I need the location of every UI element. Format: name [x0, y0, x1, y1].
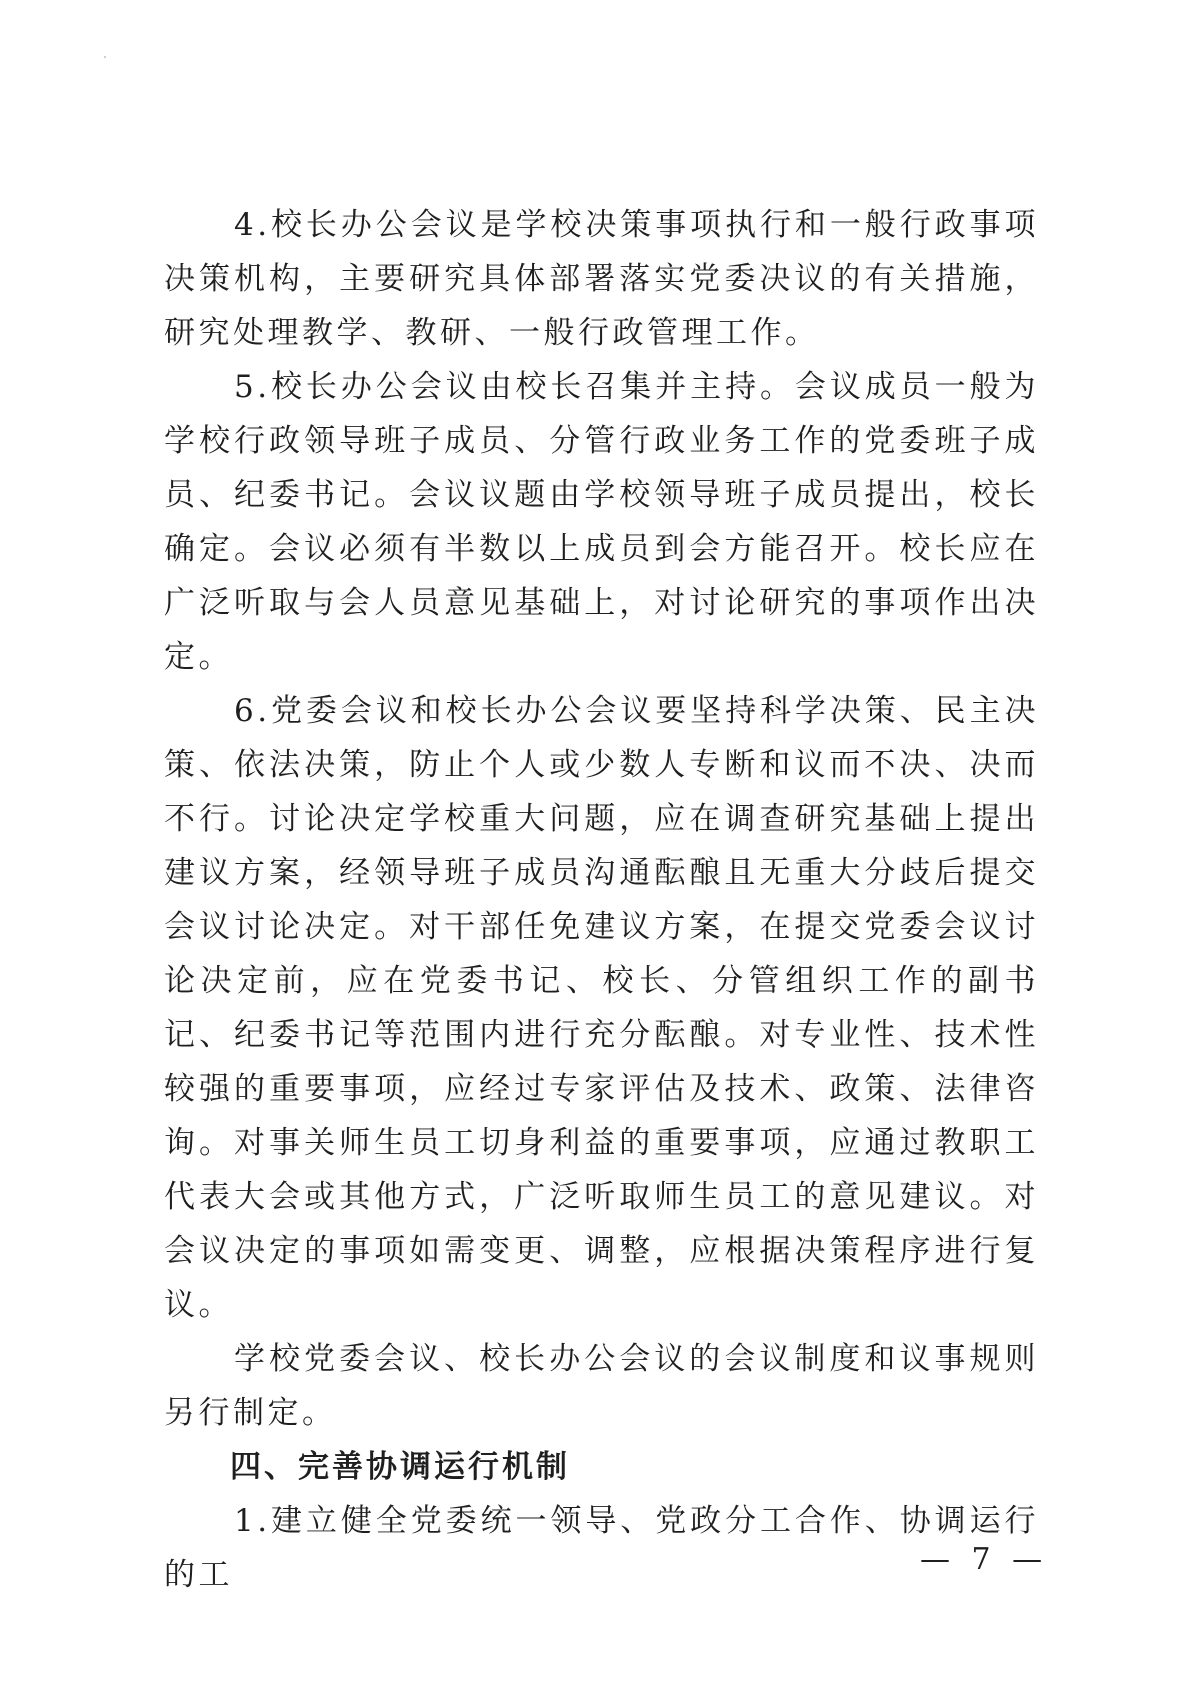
- paragraph-rules-note: 学校党委会议、校长办公会议的会议制度和议事规则另行制定。: [164, 1341, 1039, 1431]
- scan-speck: [104, 56, 106, 58]
- paragraph-item-5: 5.校长办公会议由校长召集并主持。会议成员一般为学校行政领导班子成员、分管行政业务工作的党委班子成员、纪委书记。会议议题由学校领导班子成员提出，校长确定。会议必须有半数以上成员到会方能召开。校长应在广泛听取与会人员意见基础上，对讨论研究的事项作出决定。: [164, 369, 1039, 675]
- paragraph-item-1: 1.建立健全党委统一领导、党政分工合作、协调运行的工: [164, 1503, 1039, 1593]
- page-number: — 7 —: [920, 1542, 1049, 1577]
- section-heading: 四、完善协调运行机制: [230, 1449, 570, 1485]
- paragraph-item-6: 6.党委会议和校长办公会议要坚持科学决策、民主决策、依法决策，防止个人或少数人专断和议而不决、决而不行。讨论决定学校重大问题，应在调查研究基础上提出建议方案，经领导班子成员沟通酝酿且无重大分歧后提交会议讨论决定。对干部任免建议方案，在提交党委会议讨论决定前，应在党委书记、校长、分管组织工作的副书记、纪委书记等范围内进行充分酝酿。对专业性、技术性较强的重要事项，应经过专家评估及技术、政策、法律咨询。对事关师生员工切身利益的重要事项，应通过教职工代表大会或其他方式，广泛听取师生员工的意见建议。对会议决定的事项如需变更、调整，应根据决策程序进行复议。: [164, 693, 1039, 1323]
- paragraph-item-4: 4.校长办公会议是学校决策事项执行和一般行政事项决策机构，主要研究具体部署落实党委决议的有关措施，研究处理教学、教研、一般行政管理工作。: [164, 207, 1039, 351]
- document-body: [164, 198, 1039, 1602]
